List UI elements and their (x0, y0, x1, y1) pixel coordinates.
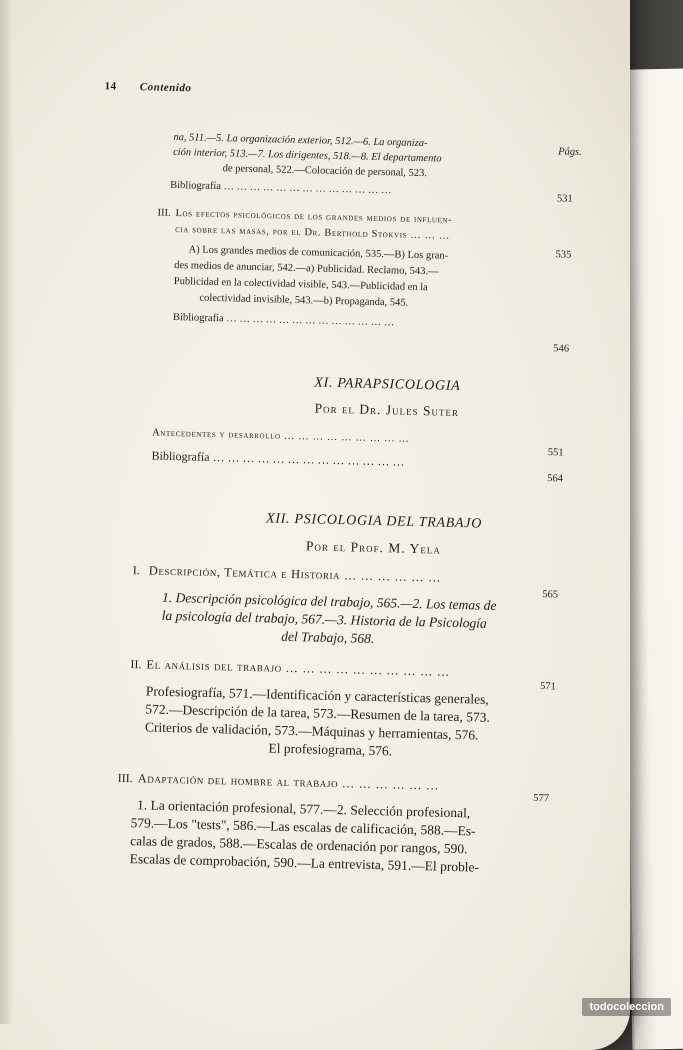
toc-line: 1. La orientación profesional, 577.—2. Selección profesional, (136, 797, 471, 821)
toc-line: Criterios de validación, 573.—Máquinas y herramientas, 576. (144, 719, 479, 743)
page-number: 14 (104, 80, 117, 93)
page-ref: 551 (547, 447, 564, 459)
page-column-label: Págs. (558, 146, 582, 158)
toc-line: colectividad invisible, 543.—b) Propaganda, 545. (199, 292, 409, 309)
toc-line: del Trabajo, 568. (281, 628, 375, 646)
toc-line: ción interior, 513.—7. Los dirigentes, 518.—8. El departamento (172, 146, 442, 165)
toc-line: la psicología del trabajo, 567.—3. Historia de la Psicología (161, 607, 487, 631)
chapter-author: Por el Dr. Jules Suter (314, 400, 460, 419)
section-heading: Los efectos psicológicos de los grandes medios de influen- (175, 208, 453, 226)
toc-line: de personal, 522.—Colocación de personal, 523. (222, 163, 428, 180)
page-ref: 531 (556, 193, 573, 205)
section-heading: cia sobre las masas, por el Dr. Berthold Stokvis … … … (174, 224, 451, 242)
bibliography-entry: Bibliografía … … … … … … … … … … … … … (172, 311, 395, 329)
page-ref: 577 (533, 792, 550, 805)
chapter-title: XI. PARAPSICOLOGIA (314, 375, 461, 395)
page-ref: 564 (547, 473, 564, 485)
section-numeral: III. (157, 207, 171, 219)
toc-entry: Antecedentes y desarrollo … … … … … … … … … (152, 427, 410, 445)
toc-line: Profesiografía, 571.—Identificación y características generales, (145, 683, 489, 707)
section-heading: Descripción, Temática e Historia … … … … … … (148, 563, 442, 585)
page-ref: 546 (553, 343, 570, 355)
section-numeral: I. (132, 563, 140, 578)
section-numeral: III. (117, 770, 133, 786)
section-numeral: II. (130, 657, 142, 672)
toc-line: calas de grados, 588.—Escalas de ordenación por rangos, 590. (130, 833, 468, 857)
toc-line: 1. Descripción psicológica del trabajo, 565.—2. Los temas de (161, 589, 497, 613)
chapter-author: Por el Prof. M. Yela (305, 538, 442, 557)
toc-line: 579.—Los "tests", 586.—Las escalas de calificación, 588.—Es- (130, 815, 476, 839)
running-title: Contenido (139, 81, 192, 95)
toc-line: des medios de anunciar, 542.—a) Publicidad. Reclamo, 543.— (174, 259, 439, 278)
toc-line: El profesiograma, 576. (268, 740, 393, 759)
section-heading: El análisis del trabajo … … … … … … … … … … (146, 657, 451, 679)
toc-line: Escalas de comprobación, 590.—La entrevista, 591.—El proble- (129, 851, 480, 875)
page-ref: 571 (539, 681, 556, 693)
toc-line: Publicidad en la colectividad visible, 543.—Publicidad en la (173, 275, 428, 294)
table-of-contents (73, 70, 615, 982)
chapter-title: XII. PSICOLOGIA DEL TRABAJO (265, 511, 483, 532)
toc-line: 572.—Descripción de la tarea, 573.—Resumen de la tarea, 573. (145, 701, 491, 725)
page-stack-edge (0, 0, 14, 1024)
watermark-logo: todocoleccion (582, 998, 671, 1016)
page-ref: 565 (542, 589, 559, 601)
toc-line: na, 511.—5. La organización exterior, 512.—6. La organiza- (173, 131, 428, 150)
toc-line: A) Los grandes medios de comunicación, 535.—B) Los gran- (188, 244, 449, 262)
page-ref: 535 (555, 249, 572, 261)
bibliography-entry: Bibliografía … … … … … … … … … … … … … (170, 179, 392, 197)
bibliography-entry: Bibliografía … … … … … … … … … … … … … (151, 448, 405, 469)
section-heading: Adaptación del hombre al trabajo … … … … … … (137, 771, 440, 793)
running-header (104, 80, 191, 94)
